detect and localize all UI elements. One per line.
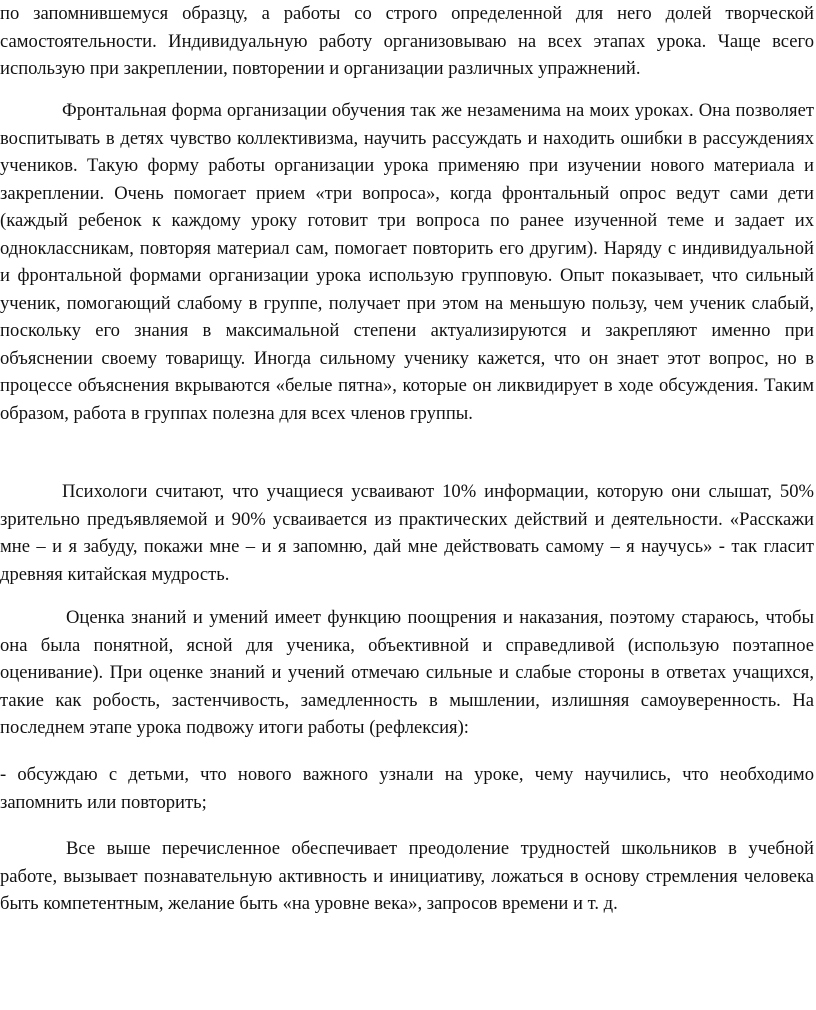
paragraph-continuation: по запомнившемуся образцу, а работы со строго определенной для него долей творческой самостоятельности. Индивидуальную работу организовываю на всех этапах урока. Чаще всего использую при закреплении, повторении и организации различных упражнений. [0, 3, 814, 79]
paragraph-assessment: Оценка знаний и умений имеет функцию поощрения и наказания, поэтому стараюсь, чтобы она была понятной, ясной для ученика, объективной и справедливой (использую поэтапное оценивание). При оценке знаний и учений отмечаю сильные и слабые стороны в ответах учащихся, такие как робость, застенчивость, замедленность в мышлении, излишняя самоуверенность. На последнем этапе урока подвожу итоги работы (рефлексия): [0, 607, 814, 738]
paragraph-frontal-form: Фронтальная форма организации обучения так же незаменима на моих уроках. Она позволяет воспитывать в детях чувство коллективизма, научить рассуждать и находить ошибки в рассуждениях учеников. Такую форму работы организации урока применяю при изучении нового материала и закреплении. Очень помогает прием «три вопроса», когда фронтальный опрос ведут сами дети (каждый ребенок к каждому уроку готовит три вопроса по ранее изученной теме и задает их одноклассникам, повторяя материал сам, помогает повторить его другим). Наряду с индивидуальной и фронтальной формами организации урока использую групповую. Опыт показывает, что сильный ученик, помогающий слабому в группе, получает при этом на меньшую пользу, чем ученик слабый, поскольку его знания в максимальной степени актуализируются и закрепляют именно при объяснении своему товарищу. Иногда сильному ученику кажется, что он знает этот вопрос, но в процессе объяснения вкрываются «белые пятна», которые он ликвидирует в ходе обсуждения. Таким образом, работа в группах полезна для всех членов группы. [0, 100, 814, 424]
paragraph-psychologists: Психологи считают, что учащиеся усваивают 10% информации, которую они слышат, 50% зрительно предъявляемой и 90% усваивается из практических действий и деятельности. «Расскажи мне – и я забуду, покажи мне – и я запомню, дай мне действовать самому – я научусь» - так гласит древняя китайская мудрость. [0, 481, 814, 585]
paragraph-reflection-item: - обсуждаю с детьми, что нового важного узнали на уроке, чему научились, что необходимо запомнить или повторить; [0, 764, 814, 813]
paragraph-conclusion: Все выше перечисленное обеспечивает преодоление трудностей школьников в учебной работе, вызывает познавательную активность и инициативу, ложаться в основу стремления человека быть компетентным, желание быть «на уровне века», запросов времени и т. д. [0, 838, 814, 914]
